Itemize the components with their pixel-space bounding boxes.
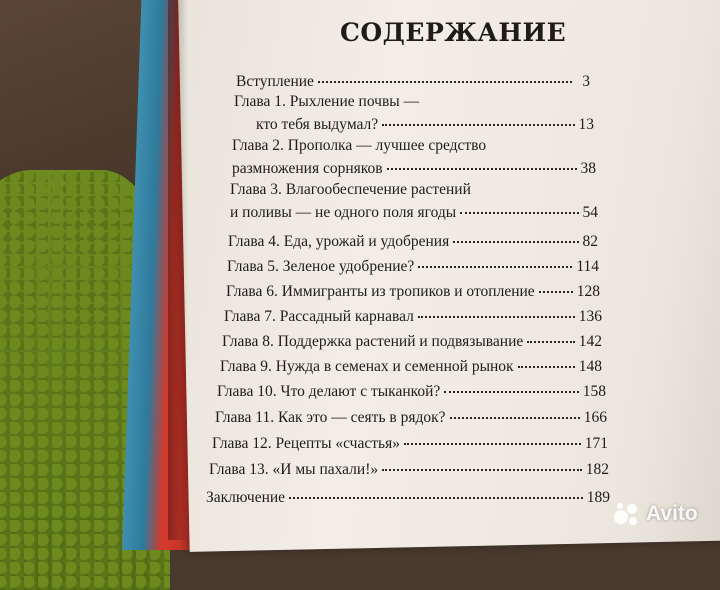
entry-page: 82 [582, 232, 598, 250]
entry-title: Заключение [206, 488, 286, 506]
entry-page: 13 [578, 115, 594, 133]
toc-entry [209, 456, 609, 479]
entry-title: Глава 1. Рыхление почвы — [234, 93, 420, 110]
toc-entry [215, 404, 607, 427]
entry-page: 182 [585, 460, 609, 478]
leader-dots [418, 250, 572, 268]
entry-page: 114 [576, 257, 599, 275]
toc-entry [230, 181, 598, 222]
leader-dots [444, 375, 578, 393]
toc-entry [236, 68, 590, 91]
entry-title: Глава 10. Что делают с тыканкой? [217, 382, 441, 400]
toc-entry [212, 430, 608, 453]
entry-page: 136 [578, 307, 602, 325]
leader-dots [460, 196, 578, 214]
leader-dots [453, 225, 578, 243]
leader-dots [404, 427, 581, 445]
entry-page: 38 [580, 159, 596, 177]
toc-entry [206, 484, 610, 507]
toc-entry [234, 93, 594, 134]
toc-entry [232, 137, 596, 178]
entry-title: Глава 12. Рецепты «счастья» [212, 434, 400, 452]
entry-page: 189 [586, 488, 610, 506]
leader-dots [382, 108, 574, 126]
entry-page: 142 [578, 332, 602, 350]
avito-logo-icon [612, 500, 640, 528]
entry-page: 54 [582, 203, 598, 221]
entry-title-cont: размножения сорняков [232, 159, 383, 177]
entry-page: 171 [584, 434, 608, 452]
entry-page: 128 [576, 282, 600, 300]
entry-page: 158 [582, 382, 606, 400]
entry-title: Глава 9. Нужда в семенах и семенной рынок [220, 357, 514, 375]
entry-title: Глава 13. «И мы пахали!» [209, 460, 379, 478]
entry-title: Глава 7. Рассадный карнавал [224, 307, 414, 325]
leader-dots [527, 325, 574, 343]
leader-dots [518, 350, 575, 368]
entry-page: 148 [578, 357, 602, 375]
toc-entry [226, 278, 600, 301]
entry-title: Глава 6. Иммигранты из тропиков и отопление [226, 282, 535, 300]
leader-dots [450, 401, 580, 419]
toc-entry [217, 378, 606, 401]
toc-entry [227, 253, 599, 276]
entry-title-cont: и поливы — не одного поля ягоды [230, 203, 457, 221]
entry-title: Вступление [236, 72, 314, 90]
entry-title: Глава 8. Поддержка растений и подвязывание [222, 332, 524, 350]
toc-entry [228, 228, 598, 251]
entry-title: Глава 11. Как это — сеять в рядок? [215, 408, 446, 426]
avito-wordmark: Avito [646, 502, 698, 525]
toc-title: СОДЕРЖАНИЕ [340, 18, 567, 47]
entry-title: Глава 2. Прополка — лучшее средство [232, 137, 487, 154]
entry-title: Глава 3. Влагообеспечение растений [230, 181, 471, 198]
entry-title-cont: кто тебя выдумал? [256, 115, 379, 133]
entry-title: Глава 5. Зеленое удобрение? [227, 257, 415, 275]
leader-dots [382, 453, 582, 471]
avito-watermark [612, 500, 698, 528]
toc-entry [220, 353, 602, 376]
entry-page: 3 [582, 72, 590, 90]
entry-page: 166 [583, 408, 607, 426]
leader-dots [289, 481, 583, 499]
toc-entry [222, 328, 602, 351]
leader-dots [387, 152, 577, 170]
toc-entry [224, 303, 602, 326]
leader-dots [418, 300, 575, 318]
leader-dots [539, 275, 573, 293]
leader-dots [318, 65, 572, 83]
entry-title: Глава 4. Еда, урожай и удобрения [228, 232, 450, 250]
